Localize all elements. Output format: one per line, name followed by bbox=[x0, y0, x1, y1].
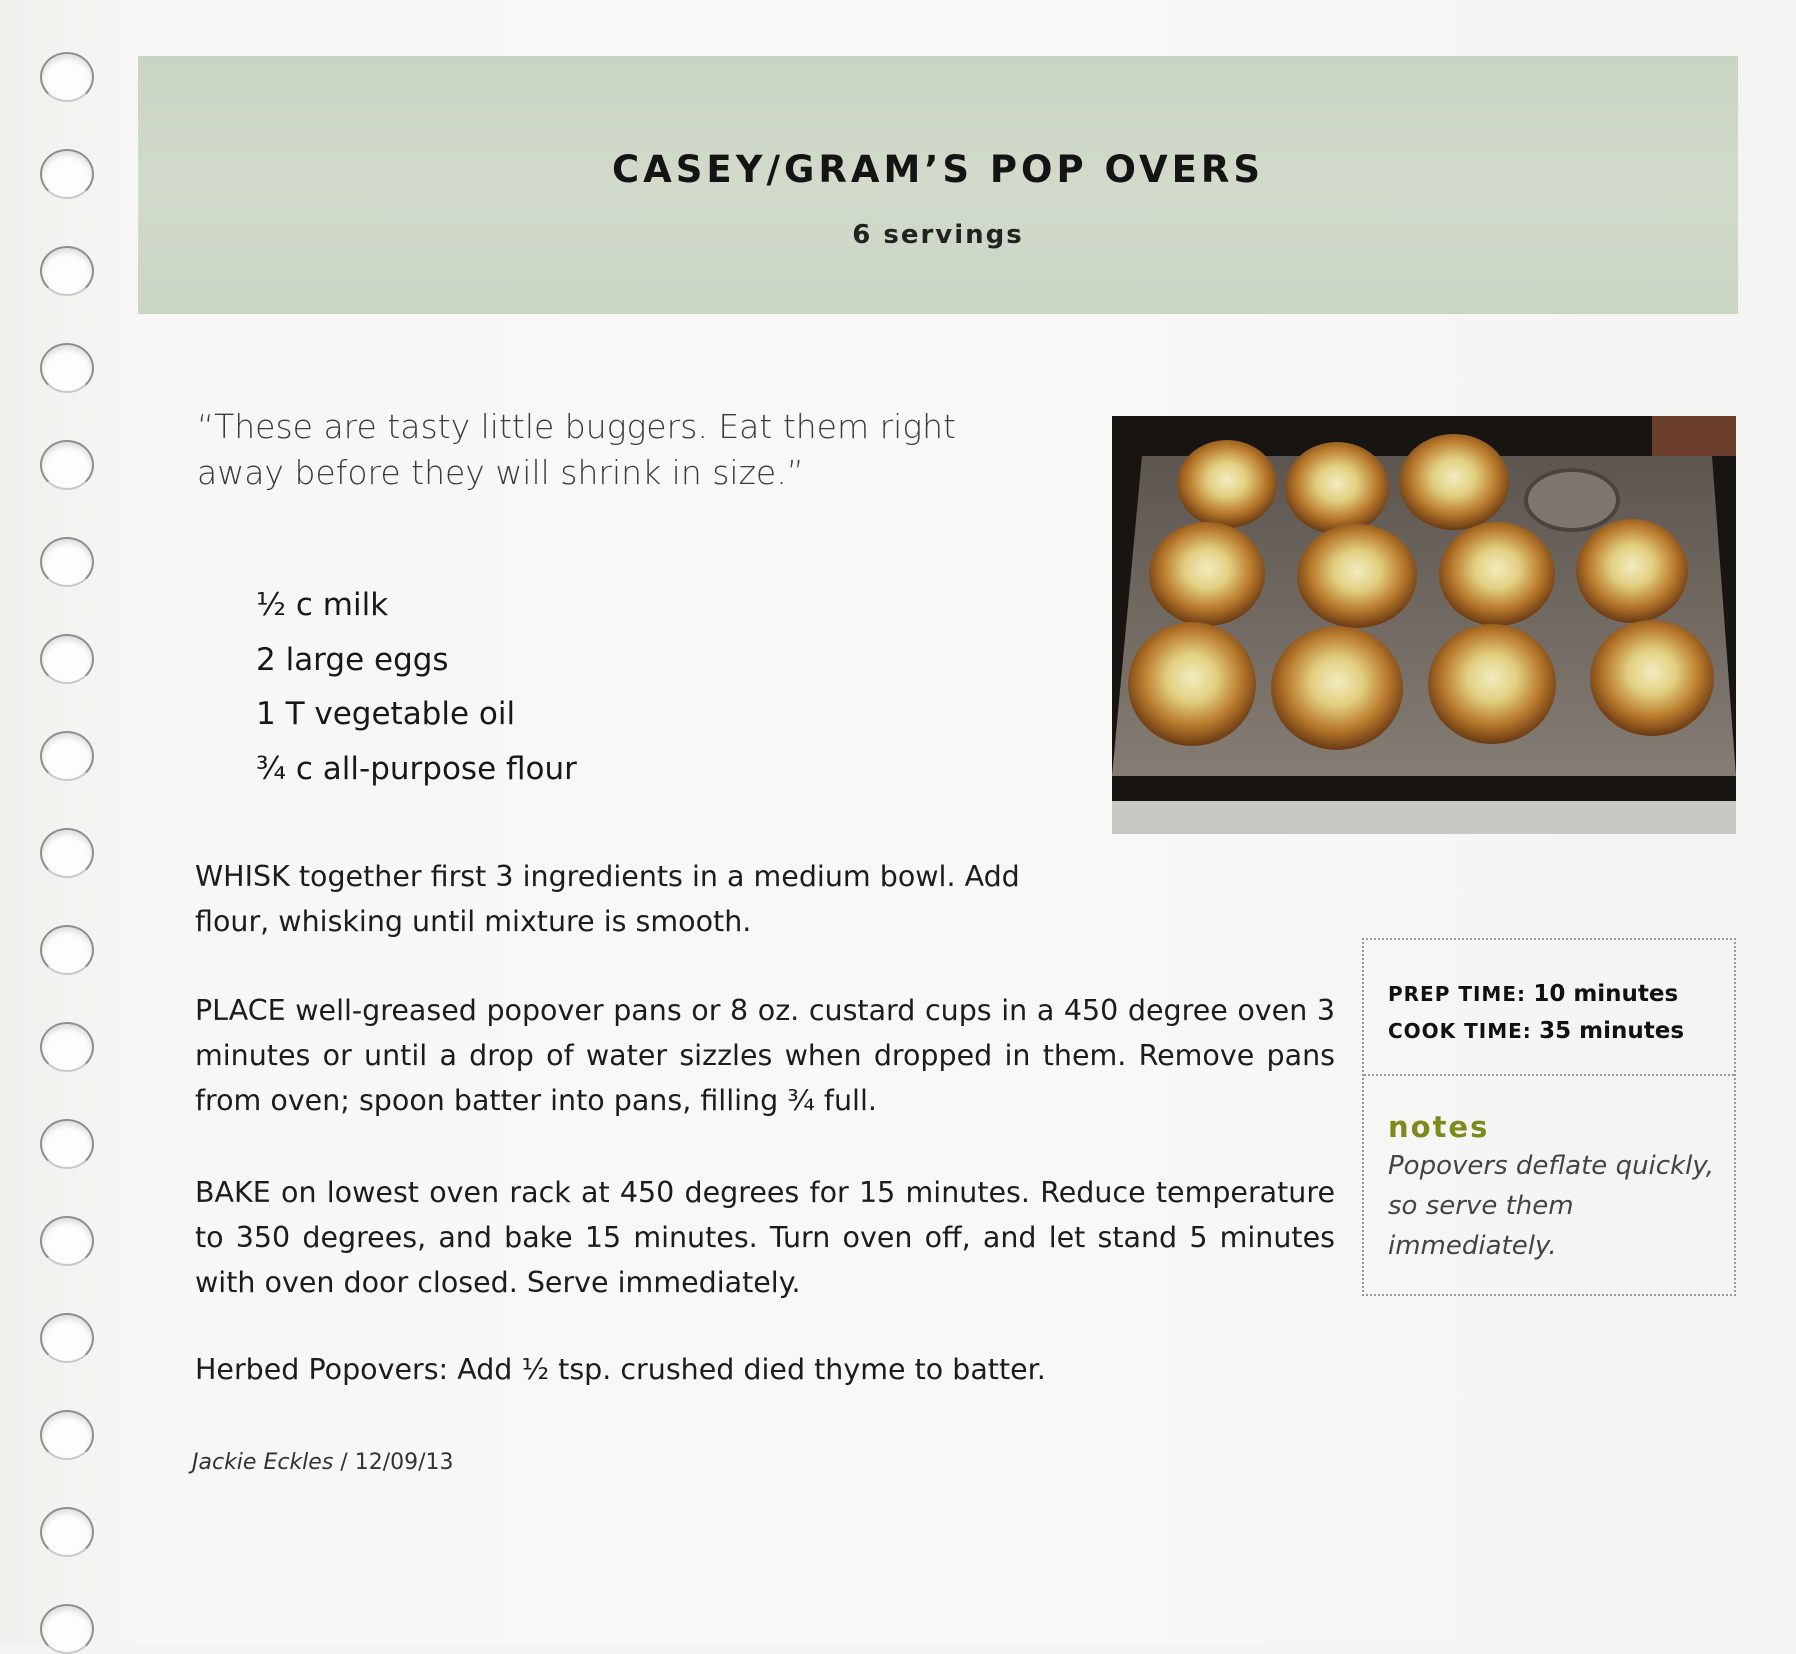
binder-hole bbox=[40, 925, 94, 975]
signature-date: 12/09/13 bbox=[354, 1450, 454, 1475]
time-info bbox=[1388, 976, 1684, 1050]
binder-hole bbox=[40, 1022, 94, 1072]
ingredient-item: ¾ c all-purpose flour bbox=[256, 750, 577, 787]
author-name: Jackie Eckles bbox=[192, 1450, 334, 1475]
title-band bbox=[138, 56, 1738, 314]
cook-time-row bbox=[1388, 1013, 1684, 1050]
binder-hole bbox=[40, 1604, 94, 1654]
binder-hole bbox=[40, 537, 94, 587]
binder-hole bbox=[40, 52, 94, 102]
cook-time-value: 35 minutes bbox=[1539, 1018, 1685, 1044]
signature-line bbox=[192, 1450, 454, 1475]
binder-hole bbox=[40, 731, 94, 781]
ingredient-list bbox=[256, 578, 577, 796]
cook-time-label: COOK TIME: bbox=[1388, 1019, 1532, 1043]
recipe-title: CASEY/GRAM’S POP OVERS bbox=[612, 148, 1264, 191]
binder-hole bbox=[40, 440, 94, 490]
popover-photo bbox=[1112, 416, 1736, 834]
instruction-place: PLACE well-greased popover pans or 8 oz. custard cups in a 450 degree oven 3 minutes or until a drop of water sizzles when dropped in them. Remove pans from oven; spoon batter into pans, filling ¾ full. bbox=[195, 994, 1335, 1117]
binder-hole bbox=[40, 149, 94, 199]
prep-time-row bbox=[1388, 976, 1684, 1013]
prep-time-label: PREP TIME: bbox=[1388, 982, 1526, 1006]
instruction-whisk: WHISK together first 3 ingredients in a medium bowl. Add flour, whisking until mixture is smooth. bbox=[195, 860, 1020, 938]
instruction-bake: BAKE on lowest oven rack at 450 degrees for 15 minutes. Reduce temperature to 350 degrees, and bake 15 minutes. Turn oven off, and let stand 5 minutes with oven door closed. Serve immediately. bbox=[195, 1176, 1335, 1299]
binder-hole bbox=[40, 1119, 94, 1169]
popover-pan-image bbox=[1112, 416, 1736, 834]
notes-heading: notes bbox=[1388, 1110, 1490, 1144]
notes-text: Popovers deflate quickly, so serve them immediately. bbox=[1388, 1151, 1714, 1261]
binder-hole bbox=[40, 246, 94, 296]
binder-hole bbox=[40, 1507, 94, 1557]
ingredient-item: 1 T vegetable oil bbox=[256, 696, 516, 732]
binder-hole bbox=[40, 1313, 94, 1363]
ingredient-item: ½ c milk bbox=[256, 587, 389, 623]
instruction-variation: Herbed Popovers: Add ½ tsp. crushed died thyme to batter. bbox=[195, 1353, 1046, 1386]
binder-hole bbox=[40, 1410, 94, 1460]
ingredient-item: 2 large eggs bbox=[256, 641, 449, 678]
binder-hole bbox=[40, 828, 94, 878]
dotted-divider bbox=[1364, 1074, 1734, 1076]
binder-hole bbox=[40, 343, 94, 393]
binder-holes bbox=[40, 52, 100, 1644]
recipe-quote: “These are tasty little buggers. Eat them right away before they will shrink in size.” bbox=[197, 407, 956, 492]
signature-separator: / bbox=[340, 1450, 348, 1475]
binder-hole bbox=[40, 634, 94, 684]
servings-label: 6 servings bbox=[852, 220, 1024, 250]
prep-time-value: 10 minutes bbox=[1533, 981, 1679, 1007]
binder-hole bbox=[40, 1216, 94, 1266]
time-notes-box bbox=[1362, 938, 1736, 1296]
